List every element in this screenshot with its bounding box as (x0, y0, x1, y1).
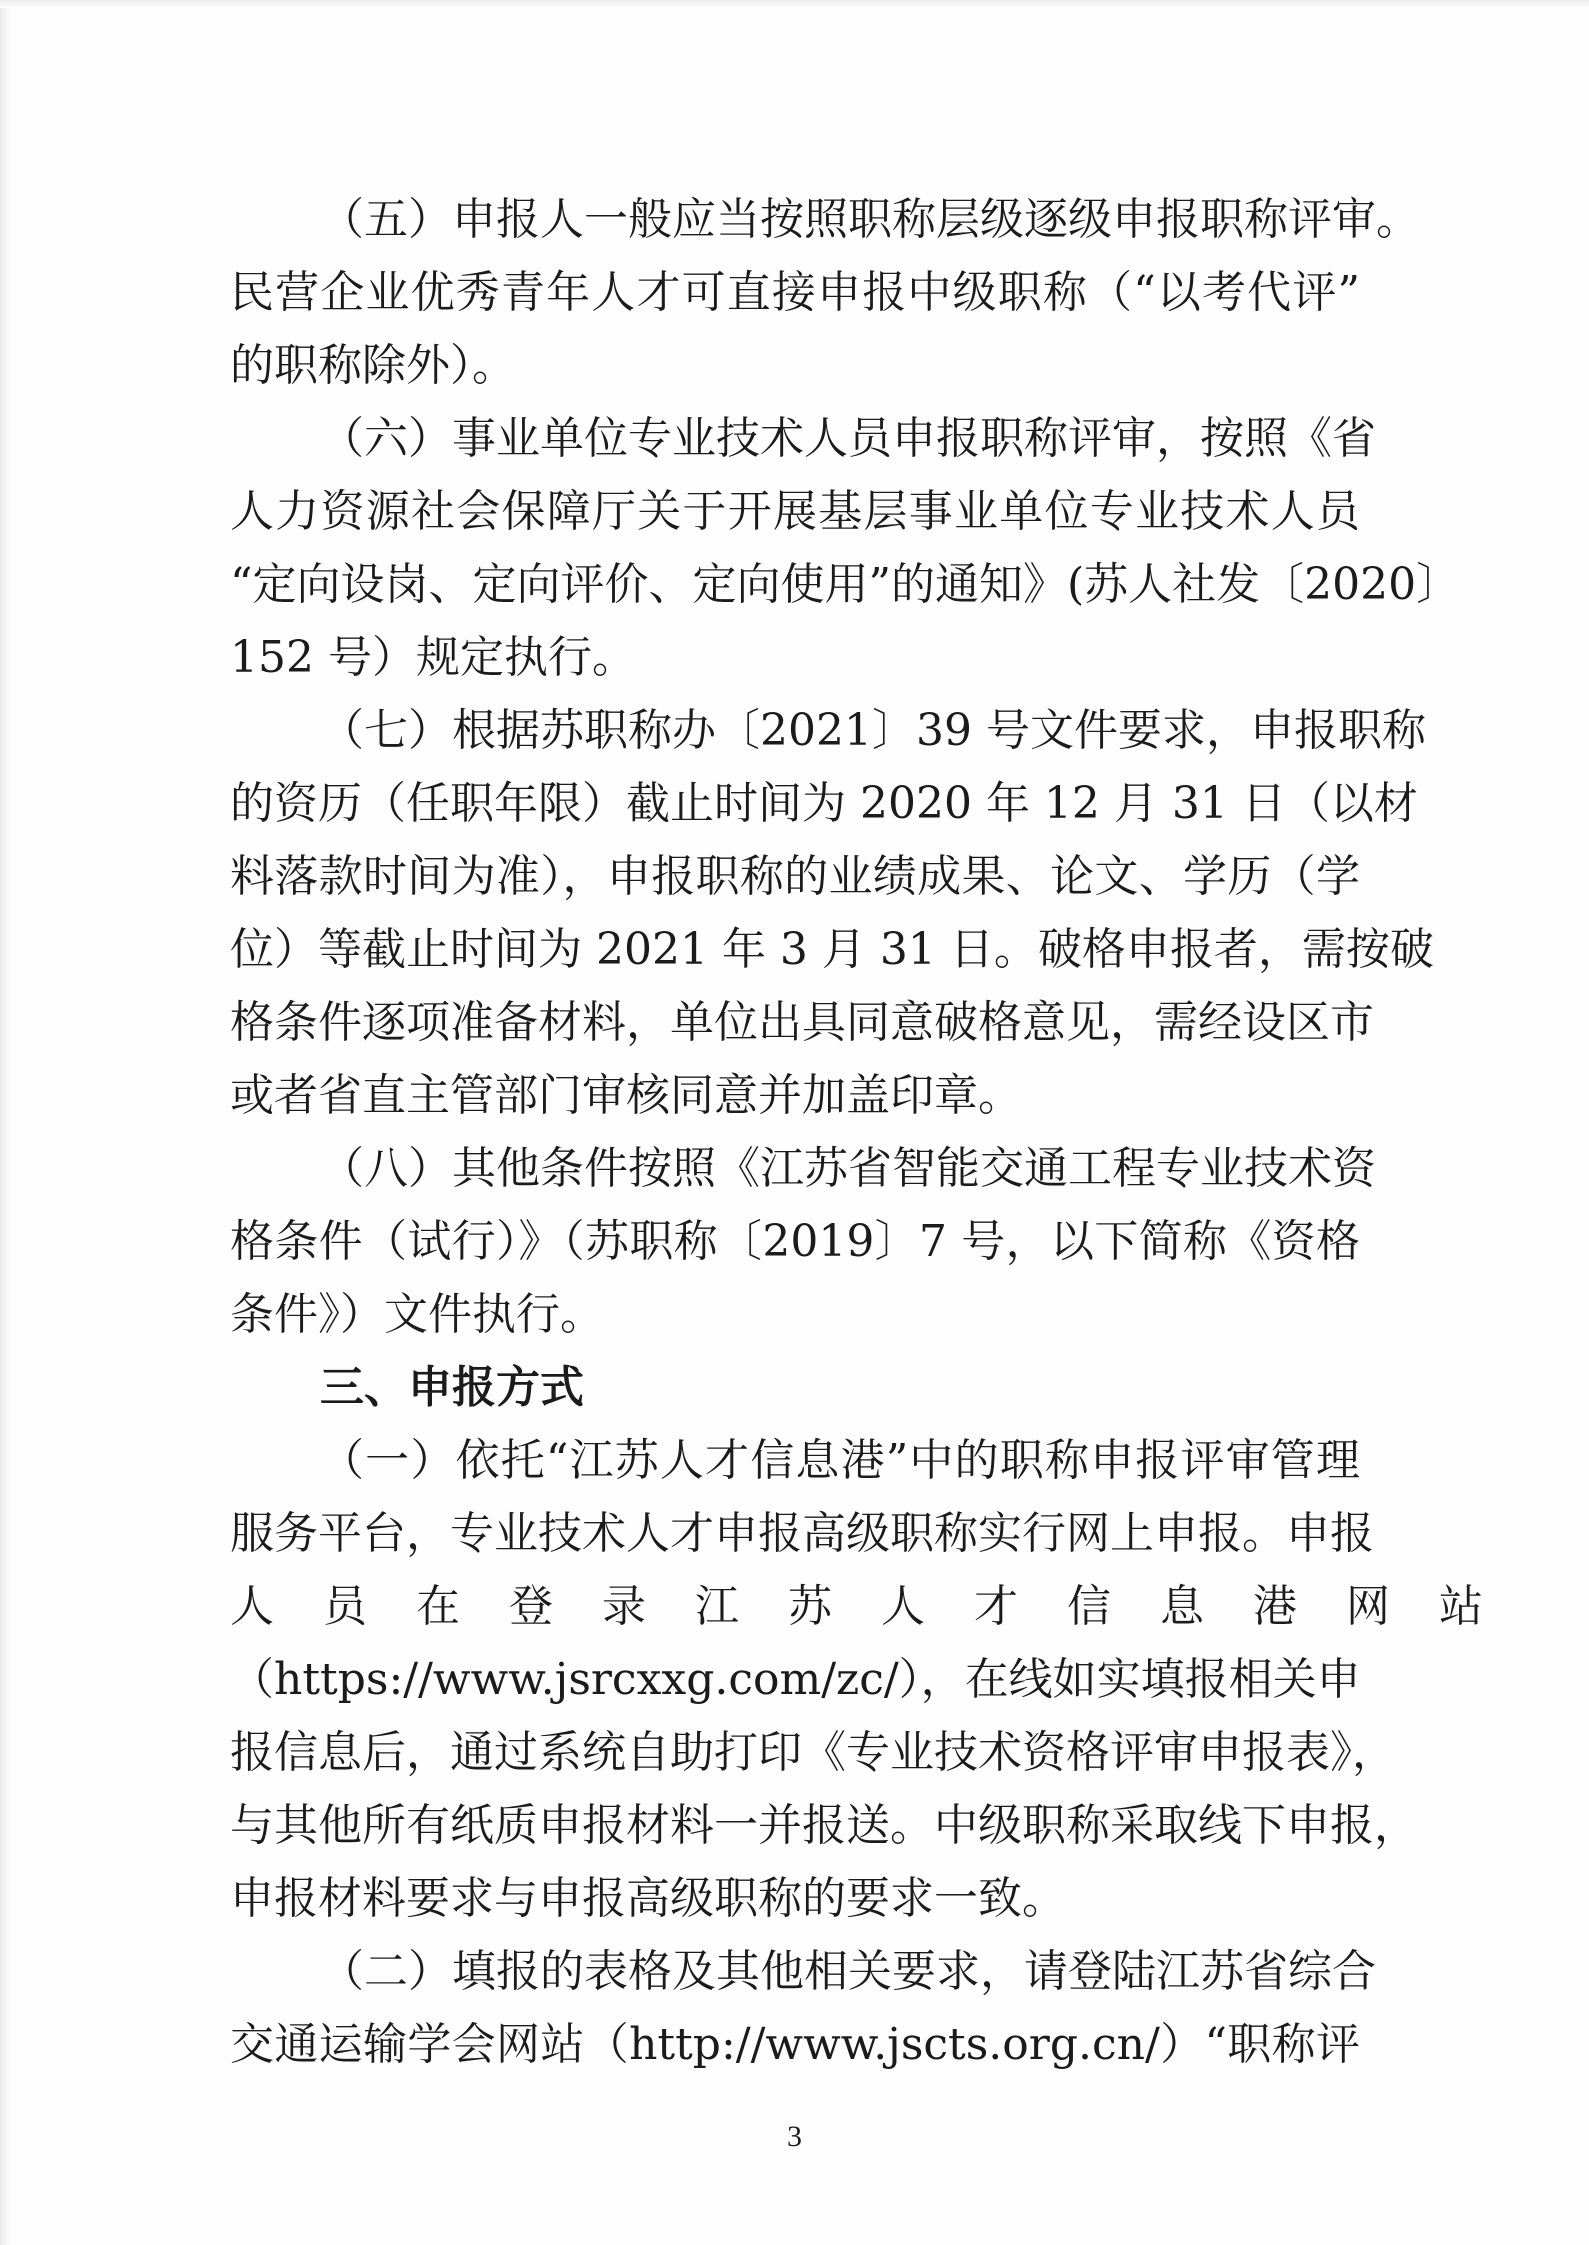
paragraph-line: （二）填报的表格及其他相关要求，请登陆江苏省综合 (320, 1946, 1376, 1997)
paragraph-line: 位）等截止时间为 2021 年 3 月 31 日。破格申报者，需按破 (230, 924, 1434, 975)
paragraph-line: 民营企业优秀青年人才可直接申报中级职称（“以考代评” (230, 267, 1360, 318)
paragraph-line: 人力资源社会保障厅关于开展基层事业单位专业技术人员 (230, 486, 1360, 537)
scan-edge-top (0, 0, 1589, 8)
paragraph-line: 条件》）文件执行。 (230, 1289, 604, 1340)
paragraph-line: （七）根据苏职称办〔2021〕39 号文件要求，申报职称 (320, 705, 1426, 756)
paragraph-line: “定向设岗、定向评价、定向使用”的通知》(苏人社发〔2020〕 (230, 559, 1461, 610)
page-number: 3 (787, 2120, 802, 2153)
paragraph-line: 与其他所有纸质申报材料一并报送。中级职称采取线下申报， (230, 1800, 1418, 1851)
paragraph-line: 的资历（任职年限）截止时间为 2020 年 12 月 31 日（以材 (230, 778, 1418, 829)
paragraph-line: 申报材料要求与申报高级职称的要求一致。 (230, 1873, 1066, 1924)
paragraph-line: 152 号）规定执行。 (230, 632, 636, 683)
paragraph-line: 或者省直主管部门审核同意并加盖印章。 (230, 1070, 1022, 1121)
paragraph-line: 服务平台，专业技术人才申报高级职称实行网上申报。申报 (230, 1508, 1374, 1559)
paragraph-line: 报信息后，通过系统自助打印《专业技术资格评审申报表》， (230, 1727, 1396, 1778)
paragraph-line: （八）其他条件按照《江苏省智能交通工程专业技术资 (320, 1143, 1376, 1194)
paragraph-line: 人员在登录江苏人才信息港网站 (230, 1581, 1532, 1632)
scan-edge-left (0, 0, 10, 2245)
paragraph-line: 料落款时间为准），申报职称的业绩成果、论文、学历（学 (230, 851, 1360, 902)
paragraph-line: 格条件逐项准备材料，单位出具同意破格意见，需经设区市 (230, 997, 1374, 1048)
paragraph-line: 交通运输学会网站（http://www.jscts.org.cn/）“职称评 (230, 2019, 1360, 2070)
paragraph-line: （六）事业单位专业技术人员申报职称评审，按照《省 (320, 413, 1376, 464)
paragraph-line: （一）依托“江苏人才信息港”中的职称申报评审管理 (320, 1435, 1360, 1486)
paragraph-line: （https://www.jsrcxxg.com/zc/），在线如实填报相关申 (230, 1654, 1361, 1705)
paragraph-line: 的职称除外）。 (230, 340, 516, 391)
paragraph-line: （五）申报人一般应当按照职称层级逐级申报职称评审。 (320, 194, 1420, 245)
paragraph-line: 格条件（试行）》（苏职称〔2019〕7 号，以下简称《资格 (230, 1216, 1360, 1267)
section-heading: 三、申报方式 (320, 1362, 584, 1413)
